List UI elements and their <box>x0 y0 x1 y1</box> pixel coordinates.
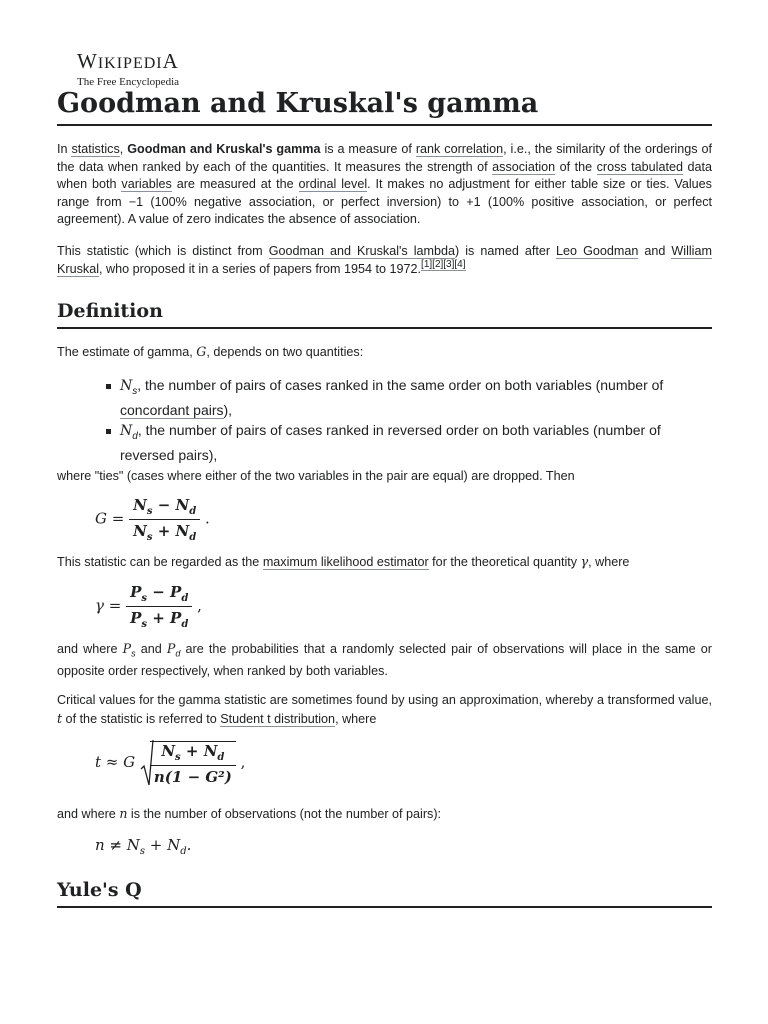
link-maximum-likelihood-estimator[interactable]: maximum likelihood estimator <box>262 555 429 569</box>
link-ordinal-level[interactable]: ordinal level <box>298 177 368 191</box>
list-item-ns: $N_s$, the number of pairs of cases ranked in the same order on both variables (number of concordant pairs), <box>120 376 715 421</box>
formula-t-approximation: t ≈ G $\frac{N_s + N_d}{\text{n(1 − G²)}}$ , <box>95 739 245 787</box>
section-heading-yules-q: Yule's Q <box>57 877 712 908</box>
link-rank-correlation[interactable]: rank correlation <box>415 142 504 156</box>
formula-n: $n \ne N_s + N_d$. <box>95 836 192 857</box>
definition-paragraph-6: and where n is the number of observations (not the number of pairs): <box>57 806 442 821</box>
link-goodman-kruskal-lambda[interactable]: Goodman and Kruskal's lambda <box>268 244 456 258</box>
reference-links[interactable]: [1][2][3][4] <box>421 259 466 271</box>
link-statistics[interactable]: statistics <box>71 142 120 156</box>
definition-paragraph-2: where "ties" (cases where either of the two variables in the pair are equal) are dropped. Then <box>57 469 575 483</box>
definition-paragraph-3: This statistic can be regarded as the maximum likelihood estimator for the theoretical quantity γ, where <box>57 554 630 569</box>
formula-gamma-theoretical: γ = $\frac{P_s - P_d}{P_s + P_d}$ , <box>95 583 202 630</box>
definition-paragraph-4: and where $P_s$ and $P_d$ are the probabilities that a randomly selected pair of observations will place in the same or opposite order respectively, when ranked by both variables. <box>57 641 713 679</box>
link-leo-goodman[interactable]: Leo Goodman <box>556 244 639 258</box>
term-bold: Goodman and Kruskal's gamma <box>127 142 321 156</box>
link-student-t-distribution[interactable]: Student t distribution <box>220 711 336 726</box>
list-item-nd: $N_d$, the number of pairs of cases ranked in reversed order on both variables (number of reversed pairs), <box>120 421 715 466</box>
link-association[interactable]: association <box>492 159 556 174</box>
link-concordant-pairs[interactable]: concordant pairs <box>120 402 224 419</box>
intro-paragraph-2: This statistic (which is distinct from Goodman and Kruskal's lambda) is named after Leo Goodman and William Kruskal, who proposed it in a series of papers from 1954 to 1972.[1][2][3][4] <box>57 244 712 276</box>
definition-paragraph-1: The estimate of gamma, G, depends on two quantities: <box>57 344 364 359</box>
wikipedia-logo[interactable] <box>77 50 207 88</box>
formula-gamma-estimate: G = $\frac{N_s - N_d}{N_s + N_d}$ . <box>95 496 210 543</box>
wikipedia-tagline: The Free Encyclopedia <box>77 76 180 88</box>
intro-paragraph: In statistics, Goodman and Kruskal's gamma is a measure of rank correlation, i.e., the similarity of the orderings of the data when ranked by each of the quantities. It measures the strength of association of the cross tabulated data when both variables are measured at the ordinal level. It makes no adjustment for either table size or ties. Values range from −1 (100% negative association, or perfect inversion) to +1 (100% positive association, or perfect agreement). A value of zero indicates the absence of association. <box>57 142 712 226</box>
link-william-kruskal[interactable]: William Kruskal <box>57 244 712 276</box>
definition-list <box>120 376 715 466</box>
section-heading-definition: Definition <box>57 298 712 329</box>
link-cross-tabulated[interactable]: cross tabulated <box>596 159 683 174</box>
definition-paragraph-5: Critical values for the gamma statistic are sometimes found by using an approximation, whereby a transformed value, t of the statistic is referred to Student t distribution, where <box>57 693 712 726</box>
page-title: Goodman and Kruskal's gamma <box>57 86 712 126</box>
wikipedia-wordmark: WIKIPEDIA <box>77 49 179 73</box>
link-variables[interactable]: variables <box>121 177 172 191</box>
